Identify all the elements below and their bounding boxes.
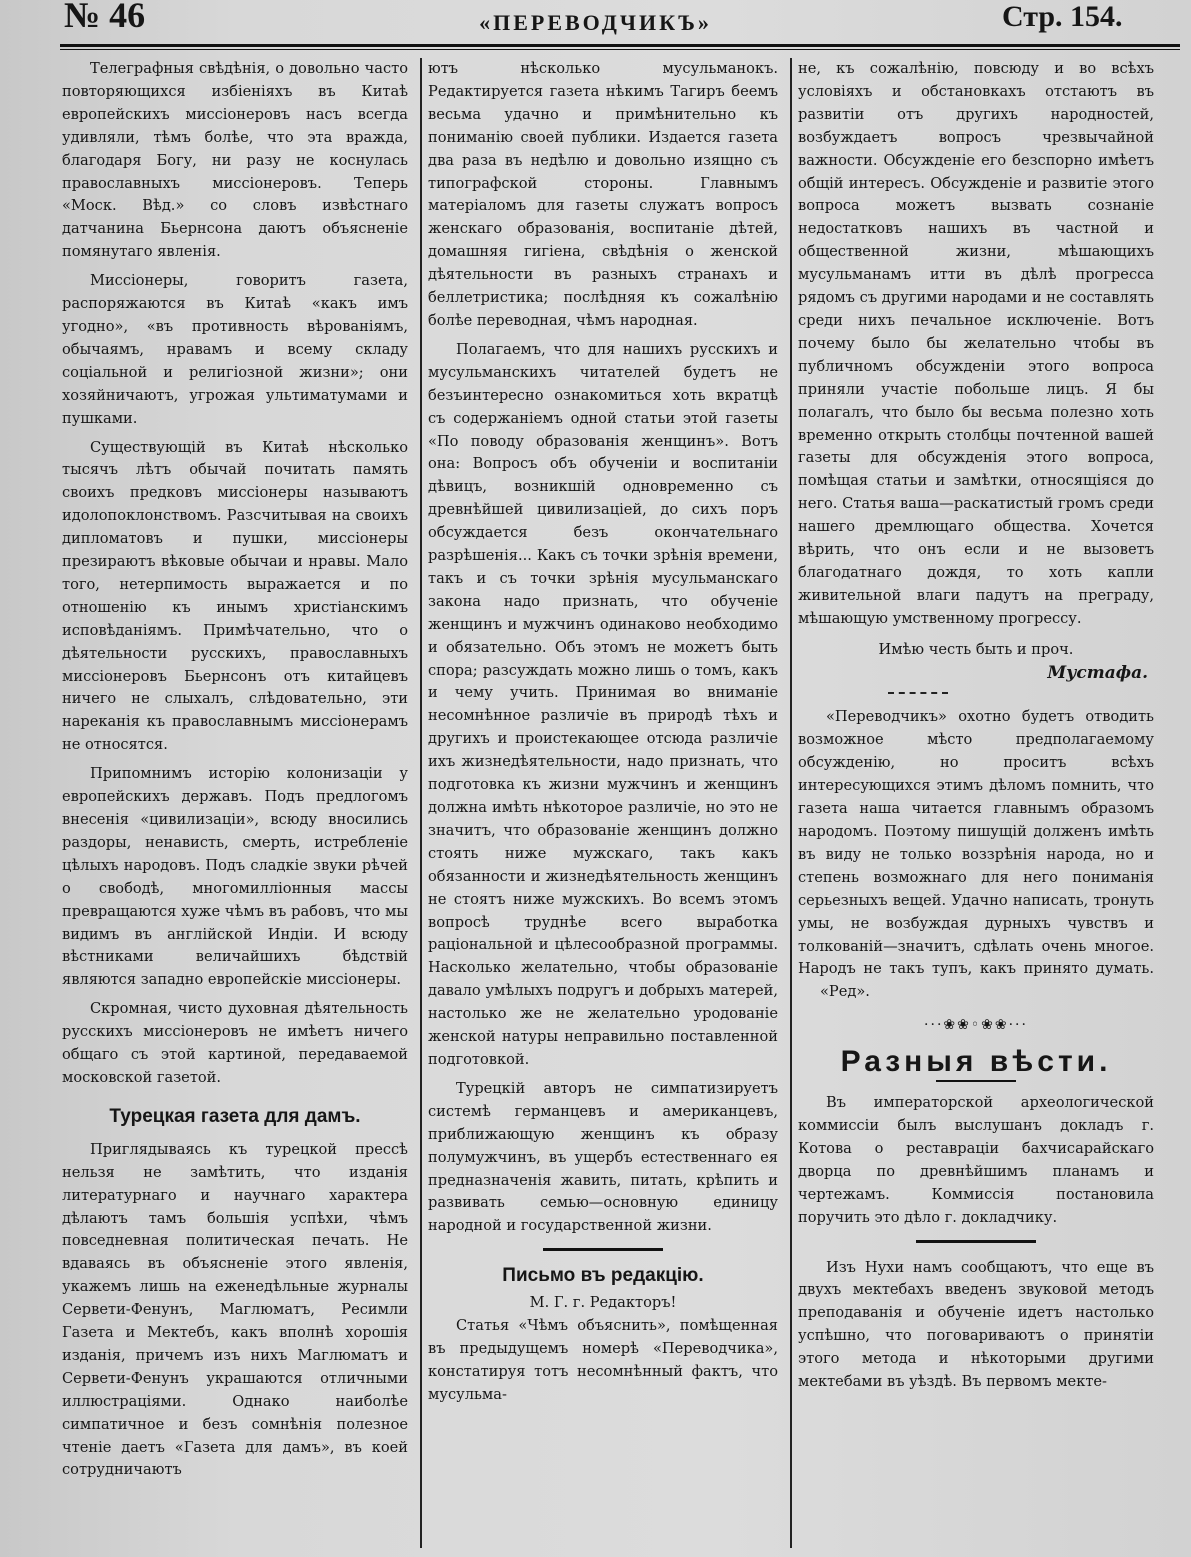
paragraph: Припомнимъ исторію колонизаціи у европейскихъ державъ. Подъ предлогомъ внесенія «цивилизаціи», всюду вносились раздоры, ненависть, смерть, истребленіе цѣлыхъ народовъ. Подъ сладкіе звуки рѣчей о свободѣ, многомилліонныя массы превращаются хуже чѣмъ въ рабовъ, что мы видимъ въ англійской Индіи. И всюду вѣстниками величайшихъ бѣдствій являются западно европейскіе миссіонеры. xyxy=(62,765,408,989)
column-3 xyxy=(798,58,1154,1394)
paragraph: Скромная, чисто духовная дѣятельность русскихъ миссіонеровъ не имѣетъ ничего общаго съ этой картиной, передаваемой московской газетой. xyxy=(62,1000,408,1086)
paragraph xyxy=(798,706,1154,1004)
salutation: М. Г. г. Редакторъ! xyxy=(529,1294,677,1312)
heading-rule xyxy=(936,1080,1016,1082)
article-heading: Турецкая газета для дамъ. xyxy=(109,1105,361,1127)
newspaper-title: «ПЕРЕВОДЧИКЪ» xyxy=(479,10,712,35)
paragraph: Статья «Чѣмъ объяснить», помѣщенная въ предыдущемъ номерѣ «Переводчика», констатируя тотъ несомнѣнный фактъ, что мусульма- xyxy=(428,1317,778,1403)
paragraph: Приглядываясь къ турецкой прессѣ нельзя не замѣтить, что изданія литературнаго и научнаго характера дѣлаютъ тамъ большія успѣхи, чѣмъ повседневная политическая печать. Не вдаваясь въ объясненіе этого явленія, укажемъ лишь на еженедѣльные журналы Сервети-Фенунъ, Маглюматъ, Ресимли Газета и Мектебъ, какъ вполнѣ хорошія изданія, причемъ изъ нихъ Маглюматъ и Сервети-Фенунъ украшаются отличными иллюстраціями. Однако наиболѣе симпатичное и безъ сомнѣнія полезное чтеніе даетъ «Газета для дамъ», въ коей сотрудничаютъ xyxy=(62,1140,408,1479)
ornament-divider: ···❀❀◦❀❀··· xyxy=(924,1017,1028,1034)
paragraph: Турецкій авторъ не симпатизируетъ системѣ германцевъ и американцевъ, приближающую женщинъ къ образу полумужчинъ, въ ущербъ естественнаго ея предназначенія жавить, питать, крѣпить и развивать семью—основную единицу народной и государственной жизни. xyxy=(428,1079,778,1235)
paragraph: не, къ сожалѣнію, повсюду и во всѣхъ условіяхъ и обстановкахъ отстаютъ въ развитіи отъ другихъ народностей, возбуждаетъ вопросъ чрезвычайной важности. Обсужденіе его безспорно имѣетъ общій интересъ. Обсужденіе и развитіе этого вопроса можетъ вызвать сознаніе недостатковъ нашихъ въ частной и общественной жизни, мѣшающихъ мусульманамъ итти въ дѣлѣ прогресса рядомъ съ другими народами и не составлять среди нихъ печальное исключеніе. Вотъ почему было бы желательно чтобы въ публичномъ обсужденіи этого вопроса приняли участіе побольше лицъ. Я бы полагалъ, что было бы весьма полезно хоть временно открыть столбцы почтенной вашей газеты для обсужденія этого вопроса, помѣщая статьи и замѣтки, относящіяся до него. Статья ваша—раскатистый громъ среди нашего дремлющаго общества. Хочется вѣрить, что онъ если и не вызоветъ благодатнаго дождя, то хоть капли живительной влаги падутъ на преграду, мѣшающую умственному прогрессу. xyxy=(798,60,1154,627)
column-divider xyxy=(790,58,792,1548)
column-2 xyxy=(428,58,778,1407)
issue-number: № 46 xyxy=(64,0,146,35)
editor-note: «Переводчикъ» охотно будетъ отводить возможное мѣсто предполагаемому обсужденію, но проситъ всѣхъ интересующихся этимъ дѣломъ помнить, что газета наша читается главнымъ образомъ народомъ. Поэтому пишущій долженъ имѣть въ виду не только воззрѣнія народа, но и степень возможнаго для него пониманія серьезныхъ вещей. Удачно написать, тронуть умы, не возбуждая дурныхъ чувствъ и толкованій—значитъ, сдѣлать очень многое. Народъ не такъ тупъ, какъ принято думать. xyxy=(798,708,1154,978)
paragraph: Миссіонеры, говоритъ газета, распоряжаются въ Китаѣ «какъ имъ угодно», «въ противность вѣрованіямъ, обычаямъ, нравамъ и всему складу соціальной и религіозной жизни»; они хозяйничаютъ, угрожая ультиматумами и пушками. xyxy=(62,272,408,427)
page-number: Стр. 154. xyxy=(1002,0,1123,33)
paragraph: Существующій въ Китаѣ нѣсколько тысячъ лѣтъ обычай почитать память своихъ предковъ миссіонеры называютъ идолопоклонствомъ. Разсчитывая на своихъ дипломатовъ и пушки, миссіонеры презираютъ вѣковые обычаи и нравы. Мало того, нетерпимость выражается и по отношенію къ инымъ христіанскимъ исповѣданіямъ. Примѣчательно, что о дѣятельности русскихъ, православныхъ миссіонеровъ Бьернсонъ отъ китайцевъ ничего не слыхалъ, слѣдовательно, эти нареканія къ православнымъ миссіонерамъ не относятся. xyxy=(62,438,408,754)
paragraph: Полагаемъ, что для нашихъ русскихъ и мусульманскихъ читателей будетъ не безъинтересно ознакомиться хоть вкратцѣ съ содержаніемъ одной статьи этой газеты «По поводу образованія женщинъ». Вотъ она: Вопросъ объ обученіи и воспитаніи дѣвицъ, возникшій одновременно съ древнѣйшей цивилизаціей, до сихъ поръ обсуждается безъ окончательнаго разрѣшенія... Какъ съ точки зрѣнія времени, такъ и съ точки зрѣнія мусульманскаго закона надо признать, что обученіе женщинъ и мужчинъ одинаково необходимо и обязательно. Объ этомъ не можетъ быть спора; разсуждать можно лишь о томъ, какъ и чему учить. Принимая во вниманіе несомнѣнное различіе въ природѣ тѣхъ и другихъ и проистекающее отсюда различіе ихъ жизнедѣятельности, надо признать, что подготовка къ жизни мужчинъ и женщинъ должна имѣть нѣкоторое различіе, но это не значитъ, что образованіе женщинъ должно стоять ниже мужскаго, такъ какъ обязанности и жизнедѣятельность женщинъ не стоятъ ниже мужскихъ. Во всемъ этомъ вопросѣ труднѣе всего выработка раціональной и цѣлесообразной программы. Насколько желательно, чтобы образованіе давало умѣлыхъ подругъ и добрыхъ матерей, настолько же не желательно уродованіе женской натуры неправильно поставленной подготовкой. xyxy=(428,340,778,1068)
header-rule xyxy=(60,44,1180,47)
section-heading: Разныя вѣсти. xyxy=(840,1045,1112,1079)
header-rule-thin xyxy=(60,49,1180,50)
divider xyxy=(888,692,948,694)
paragraph: Телеграфныя свѣдѣнія, о довольно часто повторяющихся избіеніяхъ въ Китаѣ европейскихъ миссіонеровъ насъ всегда удивляли, тѣмъ болѣе, что эта вражда, благодаря Богу, ни разу не коснулась православныхъ миссіонеровъ. Теперь «Моск. Вѣд.» со словъ извѣстнаго датчанина Бьернсона даютъ объясненіе помянутаго явленія. xyxy=(62,60,408,261)
paragraph: Изъ Нухи намъ сообщаютъ, что еще въ двухъ мектебахъ введенъ звуковой методъ преподаванія и обученіе идетъ настолько успѣшно, что поговариваютъ о принятіи этого метода и нѣкоторыми другими мектебами въ уѣздѣ. Въ первомъ мекте- xyxy=(798,1258,1154,1391)
section-rule xyxy=(916,1240,1036,1243)
page-header xyxy=(0,0,1191,44)
column-divider xyxy=(420,58,422,1548)
closing-regards: Имѣю честь быть и проч. xyxy=(878,640,1074,658)
column-1 xyxy=(62,58,408,1482)
signature: Мустафа. xyxy=(1047,662,1148,683)
paragraph: Въ императорской археологической коммиссіи былъ выслушанъ докладъ г. Котова о реставраціи бахчисарайскаго дворца по древнѣйшимъ планамъ и чертежамъ. Коммиссія постановила поручить это дѣло г. докладчику. xyxy=(798,1094,1154,1226)
article-heading: Письмо въ редакцію. xyxy=(502,1265,704,1287)
section-rule xyxy=(543,1248,663,1251)
paragraph: ютъ нѣсколько мусульманокъ. Редактируется газета нѣкимъ Тагиръ беемъ весьма удачно и примѣнительно къ пониманію своей публики. Издается газета два раза въ недѣлю и довольно изящно съ типографской стороны. Главнымъ матеріаломъ для газеты служатъ вопросъ женскаго образованія, воспитаніе дѣтей, домашняя гигіена, свѣдѣнія о женской дѣятельности въ разныхъ странахъ и беллетристика; послѣдняя къ сожалѣнію болѣе переводная, чѣмъ народная. xyxy=(428,60,778,329)
editor-sign: «Ред». xyxy=(820,983,870,1001)
